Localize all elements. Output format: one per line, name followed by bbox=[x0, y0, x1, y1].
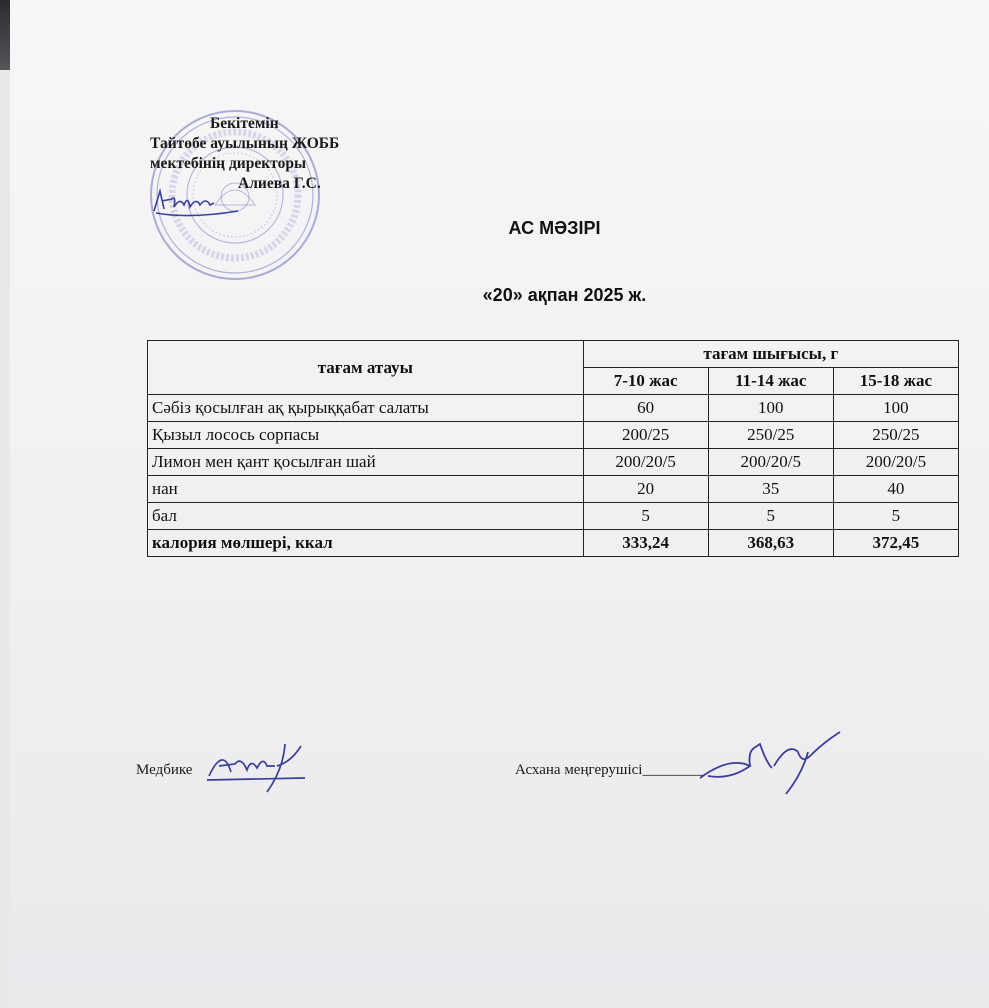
dish-value: 200/20/5 bbox=[583, 449, 708, 476]
approval-heading: Бекітемін bbox=[210, 115, 279, 132]
table-header-row bbox=[148, 341, 959, 368]
dish-value: 250/25 bbox=[833, 422, 958, 449]
header-age-7-10: 7-10 жас bbox=[583, 368, 708, 395]
dish-name: Сәбіз қосылған ақ қырыққабат салаты bbox=[148, 395, 584, 422]
menu-date: «20» ақпан 2025 ж. bbox=[482, 285, 647, 305]
total-value: 372,45 bbox=[833, 530, 958, 557]
kitchen-head-signature-label bbox=[515, 762, 702, 779]
approval-director-name: Алиева Г.С. bbox=[238, 175, 321, 192]
total-label: калория мөлшері, ккал bbox=[148, 530, 584, 557]
dish-name: нан bbox=[148, 476, 584, 503]
dish-value: 35 bbox=[708, 476, 833, 503]
menu-table bbox=[147, 340, 959, 557]
dish-name: Лимон мен қант қосылған шай bbox=[148, 449, 584, 476]
director-signature bbox=[150, 183, 240, 223]
dish-value: 40 bbox=[833, 476, 958, 503]
dish-value: 5 bbox=[583, 503, 708, 530]
total-calories-row bbox=[148, 530, 959, 557]
dish-value: 100 bbox=[833, 395, 958, 422]
dish-name: бал bbox=[148, 503, 584, 530]
table-row bbox=[148, 476, 959, 503]
kitchen-head-signature bbox=[690, 722, 850, 798]
approval-position: мектебінің директоры bbox=[150, 155, 307, 172]
dish-value: 200/20/5 bbox=[833, 449, 958, 476]
nurse-signature-label: Медбике bbox=[136, 762, 193, 778]
dish-value: 200/20/5 bbox=[708, 449, 833, 476]
approval-block bbox=[150, 114, 410, 194]
dish-value: 20 bbox=[583, 476, 708, 503]
table-row bbox=[148, 503, 959, 530]
signature-line: ________ bbox=[642, 762, 703, 778]
header-dish-name: тағам атауы bbox=[148, 341, 584, 395]
table-row bbox=[148, 449, 959, 476]
dish-value: 250/25 bbox=[708, 422, 833, 449]
dish-value: 200/25 bbox=[583, 422, 708, 449]
header-age-11-14: 11-14 жас bbox=[708, 368, 833, 395]
dish-name: Қызыл лосось сорпасы bbox=[148, 422, 584, 449]
header-output: тағам шығысы, г bbox=[583, 341, 958, 368]
kitchen-head-label: Асхана меңгерушісі bbox=[515, 762, 643, 778]
header-age-15-18: 15-18 жас bbox=[833, 368, 958, 395]
dish-value: 5 bbox=[833, 503, 958, 530]
approval-school: Тайтөбе ауылының ЖОББ bbox=[150, 135, 340, 152]
dish-value: 100 bbox=[708, 395, 833, 422]
total-value: 333,24 bbox=[583, 530, 708, 557]
nurse-signature bbox=[205, 736, 315, 800]
total-value: 368,63 bbox=[708, 530, 833, 557]
dish-value: 60 bbox=[583, 395, 708, 422]
table-row bbox=[148, 395, 959, 422]
page-title: АС МӘЗІРІ bbox=[508, 218, 601, 238]
table-row bbox=[148, 422, 959, 449]
dish-value: 5 bbox=[708, 503, 833, 530]
